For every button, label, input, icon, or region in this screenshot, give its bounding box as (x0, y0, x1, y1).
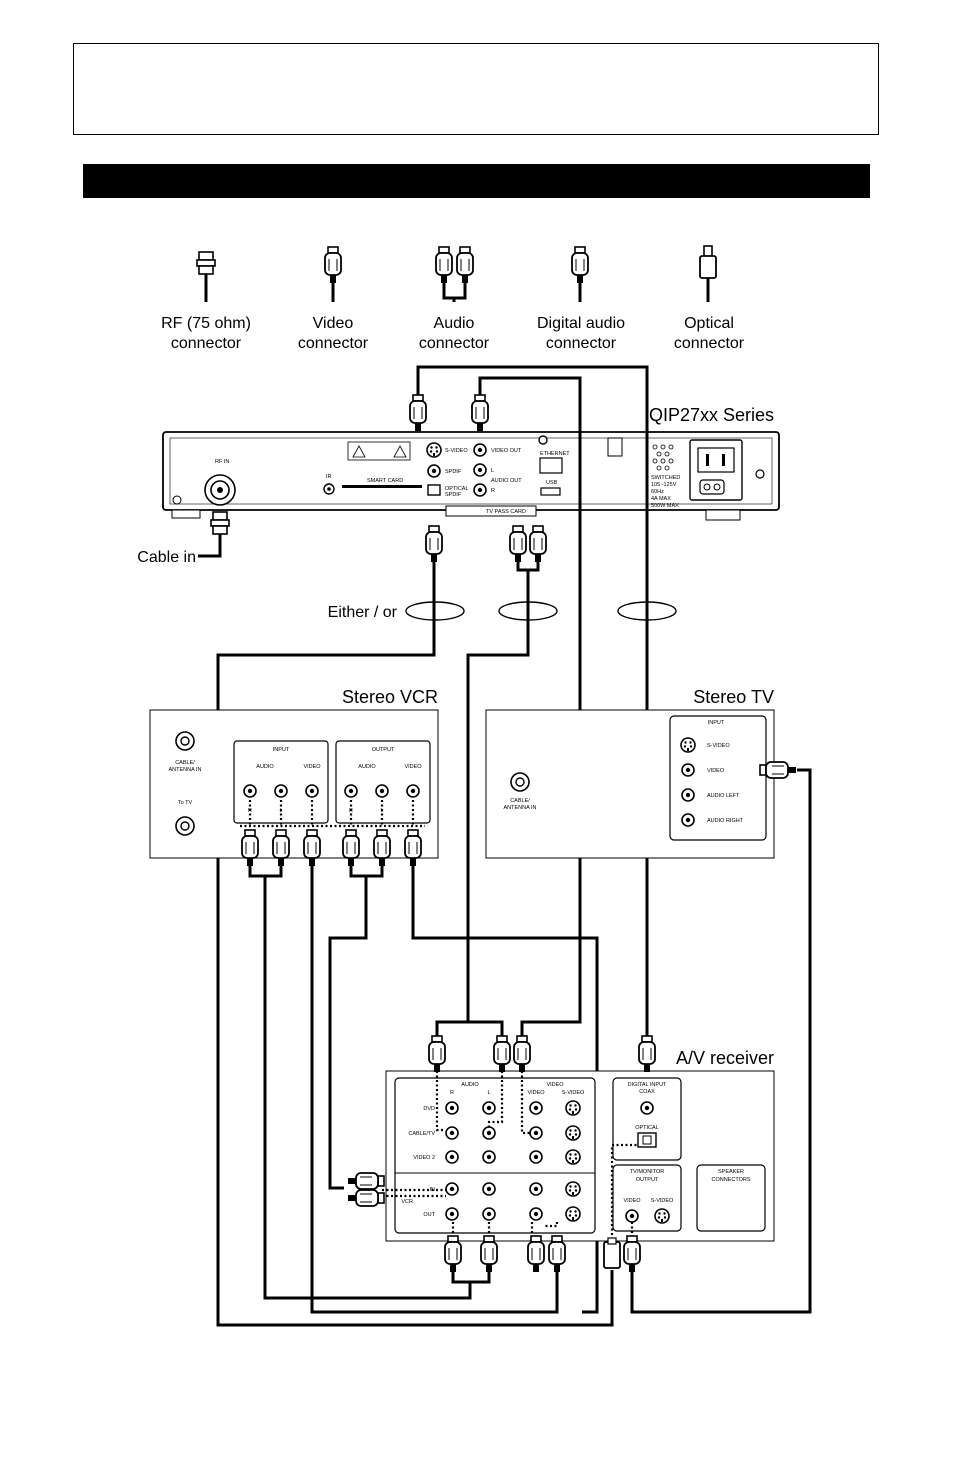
settop-svideo-label: S-VIDEO (445, 448, 468, 454)
vcr-output-label: OUTPUT (371, 747, 395, 753)
settop-audio-l-jack[interactable] (474, 464, 486, 476)
vcr-plug-video-in (304, 830, 320, 866)
receiver-l-label: L (487, 1090, 491, 1096)
receiver-optical-jack[interactable] (638, 1133, 656, 1147)
receiver-tvm-svideo-jack[interactable] (655, 1209, 669, 1223)
settop-audio-r-jack[interactable] (474, 484, 486, 496)
receiver-dvd-svideo-jack[interactable] (566, 1101, 580, 1115)
tv-audio-right-label: AUDIO RIGHT (707, 818, 744, 824)
settop-optical-label-1: OPTICAL (445, 486, 469, 492)
receiver-optical-plug (604, 1238, 620, 1268)
vcr-input-video-jack[interactable] (306, 785, 318, 797)
receiver-dvd-video-jack[interactable] (530, 1102, 542, 1114)
ethernet-port-icon[interactable] (540, 458, 562, 473)
settop-power-line-5: 500W MAX (651, 503, 679, 509)
receiver-row-video2: VIDEO 2 (413, 1155, 435, 1161)
settop-power-line-3: 60Hz (651, 489, 664, 495)
legend-optical-line1: Optical (684, 315, 734, 332)
receiver-vcr-out-svideo-jack[interactable] (566, 1207, 580, 1221)
settop-spdif-down-plug (426, 526, 442, 562)
receiver-title: A/V receiver (675, 1048, 774, 1068)
receiver-digital-input-2: COAX (639, 1089, 655, 1095)
settop-rf-in-label: RF IN (215, 459, 230, 465)
vcr-plug-video-out (405, 830, 421, 866)
receiver-dvd-video-plug (514, 1036, 530, 1072)
receiver-row-in: IN (429, 1187, 435, 1193)
cable-in-plug-icon (211, 512, 229, 534)
vcr-plug-l-out (374, 830, 390, 866)
legend-optical-plug-icon (700, 246, 716, 302)
receiver-speaker-1: SPEAKER (718, 1169, 744, 1175)
vcr-plug-r-in (242, 830, 258, 866)
settop-ir-jack[interactable] (324, 484, 334, 494)
settop-video-out-jack[interactable] (474, 444, 486, 456)
receiver-svideo-col-label: S-VIDEO (561, 1090, 585, 1096)
receiver-vcr-out-video-jack[interactable] (530, 1208, 542, 1220)
settop-audio-r-plug (530, 526, 546, 562)
receiver-tvm-svideo-label: S-VIDEO (650, 1198, 674, 1204)
settop-ir-label: IR (326, 474, 332, 480)
legend-audio-line1: Audio (433, 315, 475, 332)
settop-ground-screw-icon (539, 436, 547, 444)
vcr-input-audio-label: AUDIO (256, 764, 274, 770)
legend-audio-plug-icon (436, 247, 473, 302)
usb-port-icon[interactable] (541, 488, 560, 495)
tv-svideo-jack[interactable] (681, 738, 695, 752)
vcr-input-video-label: VIDEO (303, 764, 321, 770)
legend-audio-line2: connector (418, 335, 490, 352)
receiver-vcr-out-audio-l-jack[interactable] (483, 1208, 495, 1220)
receiver-coax-jack[interactable] (641, 1102, 653, 1114)
tv-audio-right-jack[interactable] (682, 814, 694, 826)
legend-rf-line1: RF (75 ohm) (161, 315, 251, 332)
vcr-output-l-label: L (380, 808, 384, 814)
tv-cable-antenna-1: CABLE/ (510, 798, 530, 804)
vcr-output-audio-l-jack[interactable] (376, 785, 388, 797)
receiver-cabletv-svideo-jack[interactable] (566, 1126, 580, 1140)
tv-audio-left-jack[interactable] (682, 789, 694, 801)
tv-video-jack[interactable] (682, 764, 694, 776)
tv-cable-antenna-2: ANTENNA IN (503, 805, 537, 811)
vcr-output-video-jack[interactable] (407, 785, 419, 797)
receiver-audio-label: AUDIO (461, 1082, 479, 1088)
vcr-to-tv-jack[interactable] (176, 817, 194, 835)
vcr-input-audio-r-jack[interactable] (244, 785, 256, 797)
vcr-input-r-label: R (248, 808, 252, 814)
vcr-plug-l-in (273, 830, 289, 866)
legend-rf-line2: connector (170, 335, 242, 352)
settop-title: QIP27xx Series (648, 405, 774, 425)
receiver-out-video2-plug (549, 1236, 565, 1272)
receiver-tv-monitor-2: OUTPUT (635, 1177, 659, 1183)
either-or-label: Either / or (327, 604, 397, 621)
receiver-row-out: OUT (423, 1212, 435, 1218)
settop-usb-label: USB (546, 480, 558, 486)
receiver-vcr-in-svideo-jack[interactable] (566, 1182, 580, 1196)
legend-rf-plug-icon (197, 252, 215, 302)
receiver-tvm-video-plug (624, 1236, 640, 1272)
receiver-cabletv-video-jack[interactable] (530, 1127, 542, 1139)
vcr-input-l-label: L (279, 808, 283, 814)
vcr-output-video-label: VIDEO (404, 764, 422, 770)
tv-title: Stereo TV (693, 687, 774, 707)
tv-cable-in-jack[interactable] (511, 773, 529, 791)
receiver-cabletv-audio-r-jack[interactable] (446, 1127, 458, 1139)
receiver-vcr-in-video-jack[interactable] (530, 1183, 542, 1195)
settop-video-out-plug (472, 395, 488, 431)
receiver-dvd-audio-r-plug (429, 1036, 445, 1072)
smart-card-slot[interactable] (342, 485, 422, 488)
vcr-title: Stereo VCR (341, 687, 438, 707)
receiver-out-audio-r-plug (445, 1236, 461, 1272)
receiver-video-col-label: VIDEO (527, 1090, 545, 1096)
vcr-output-r-label: R (349, 808, 353, 814)
tv-input-label: INPUT (707, 720, 725, 726)
receiver-video2-audio-l-jack[interactable] (483, 1151, 495, 1163)
receiver-r-label: R (450, 1090, 454, 1096)
receiver-coax-plug (639, 1036, 655, 1072)
settop-power-line-4: 4A MAX (651, 496, 671, 502)
settop-svideo-jack[interactable] (427, 443, 441, 457)
settop-rf-in-jack[interactable] (205, 475, 235, 505)
settop-audio-out-label: AUDIO OUT (491, 478, 522, 484)
vcr-to-tv-label: To TV (177, 800, 193, 806)
vcr-input-audio-l-jack[interactable] (275, 785, 287, 797)
settop-video-plug (410, 395, 426, 431)
settop-power-line-2: 105 -125V (651, 482, 677, 488)
receiver-vcr-in-plug-2 (348, 1190, 384, 1206)
receiver-row-dvd: DVD (423, 1106, 435, 1112)
vcr-plug-r-out (343, 830, 359, 866)
switched-outlet-icon[interactable] (690, 440, 742, 500)
settop-ethernet-label: ETHERNET (540, 451, 570, 457)
receiver-vcr-out-audio-r-jack[interactable] (446, 1208, 458, 1220)
cable-in-label: Cable in (137, 549, 196, 566)
vcr-input-label: INPUT (272, 747, 290, 753)
settop-video-out-label: VIDEO OUT (491, 448, 522, 454)
receiver-row-cabletv: CABLE/TV (408, 1131, 435, 1137)
legend-optical-line2: connector (673, 335, 745, 352)
settop-spdif-jack[interactable] (428, 465, 440, 477)
legend-video-line1: Video (312, 315, 354, 332)
receiver-vcr-in-plug-1 (348, 1173, 384, 1189)
settop-audio-r-label: R (491, 488, 495, 494)
vcr-cable-in-jack[interactable] (176, 732, 194, 750)
legend-video-plug-icon (325, 247, 341, 302)
receiver-out-audio-l-plug (481, 1236, 497, 1272)
receiver-tv-monitor-1: TV/MONITOR (629, 1169, 665, 1175)
settop-optical-jack[interactable] (428, 485, 440, 495)
tv-audio-left-label: AUDIO LEFT (707, 793, 740, 799)
receiver-video-label: VIDEO (546, 1082, 564, 1088)
receiver-tvm-video-jack[interactable] (626, 1210, 638, 1222)
tv-video-plug (760, 762, 796, 778)
settop-audio-l-label: L (491, 468, 495, 474)
legend-digital-line2: connector (545, 335, 617, 352)
vcr-output-audio-label: AUDIO (358, 764, 376, 770)
receiver-video2-video-jack[interactable] (530, 1151, 542, 1163)
receiver-speaker-2: CONNECTORS (711, 1177, 751, 1183)
vcr-cable-antenna-2: ANTENNA IN (168, 767, 202, 773)
settop-power-line-1: SWITCHED (651, 475, 681, 481)
settop-spdif-label: SPDIF (445, 469, 462, 475)
vcr-cable-antenna-1: CABLE/ (175, 760, 195, 766)
receiver-tvm-video-label: VIDEO (623, 1198, 641, 1204)
settop-optical-label-2: SPDIF (445, 492, 462, 498)
receiver-vcr-in-audio-l-jack[interactable] (483, 1183, 495, 1195)
warning-label-icon (348, 442, 410, 460)
receiver-row-vcr: VCR (401, 1199, 413, 1205)
settop-audio-l-plug (510, 526, 526, 562)
receiver-dvd-audio-l-plug (494, 1036, 510, 1072)
settop-tv-pass-card-label: TV PASS CARD (486, 509, 526, 515)
receiver-dvd-audio-r-jack[interactable] (446, 1102, 458, 1114)
receiver-dvd-audio-l-jack[interactable] (483, 1102, 495, 1114)
receiver-optical-label: OPTICAL (635, 1125, 659, 1131)
settop-smart-card-label: SMART CARD (367, 478, 404, 484)
receiver-vcr-in-audio-r-jack[interactable] (446, 1183, 458, 1195)
legend-digital-line1: Digital audio (536, 315, 626, 332)
receiver-video2-audio-r-jack[interactable] (446, 1151, 458, 1163)
vcr-output-audio-r-jack[interactable] (345, 785, 357, 797)
tv-svideo-label: S-VIDEO (707, 743, 730, 749)
cable-in-wire (198, 534, 220, 556)
tv-video-label: VIDEO (707, 768, 725, 774)
legend-video-line2: connector (297, 335, 369, 352)
receiver-digital-input-1: DIGITAL INPUT (627, 1082, 667, 1088)
receiver-out-video-plug (528, 1236, 544, 1272)
receiver-video2-svideo-jack[interactable] (566, 1150, 580, 1164)
receiver-cabletv-audio-l-jack[interactable] (483, 1127, 495, 1139)
legend-digital-plug-icon (572, 247, 588, 302)
